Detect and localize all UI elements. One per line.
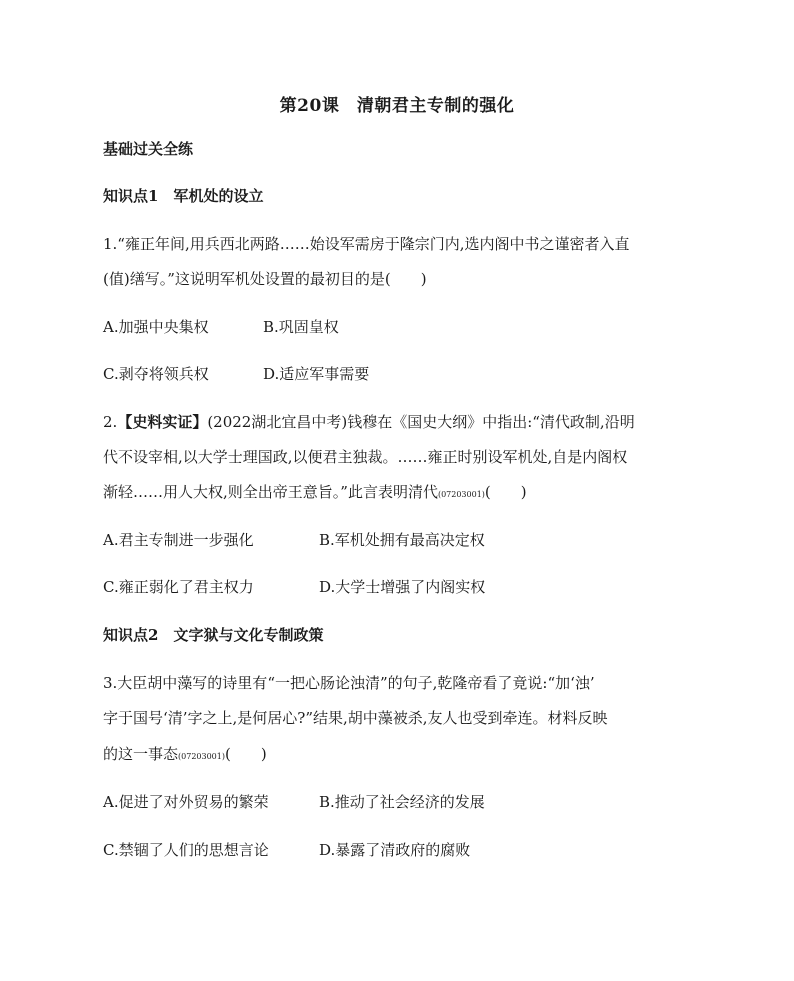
question-3-answer-paren: ( ) <box>224 745 267 763</box>
question-1-option-b: B.巩固皇权 <box>263 318 339 336</box>
question-3-line-3-text: 的这一事态 <box>103 745 179 763</box>
question-3-option-c: C.禁锢了人们的思想言论 <box>103 841 269 859</box>
question-3-code: (07203001) <box>178 752 225 761</box>
question-2-line-1 <box>103 412 635 432</box>
question-2-line-2: 代不设宰相,以大学士理国政,以便君主独裁。……雍正时别设军机处,自是内阁权 <box>103 448 628 466</box>
question-3-option-a: A.促进了对外贸易的繁荣 <box>103 793 269 811</box>
knowledge-point-1-heading: 知识点1 军机处的设立 <box>103 187 264 205</box>
lesson-title: 第20课 清朝君主专制的强化 <box>279 96 515 116</box>
question-1-option-a: A.加强中央集权 <box>103 318 209 336</box>
question-3-option-b: B.推动了社会经济的发展 <box>319 793 485 811</box>
question-3-line-2: 字于国号‘清’字之上,是何居心?”结果,胡中藻被杀,友人也受到牵连。材料反映 <box>103 709 608 727</box>
question-2-option-c: C.雍正弱化了君主权力 <box>103 578 254 596</box>
question-2-tag: 【史料实证】 <box>117 413 208 431</box>
section-heading: 基础过关全练 <box>103 140 194 158</box>
question-1-line-2: (值)缮写。”这说明军机处设置的最初目的是( ) <box>103 270 427 288</box>
question-2-line-3-text: 渐轻……用人大权,则全出帝王意旨。”此言表明清代 <box>103 483 438 501</box>
question-3-option-d: D.暴露了清政府的腐败 <box>319 841 471 859</box>
question-2-option-d: D.大学士增强了内阁实权 <box>319 578 486 596</box>
question-2-option-b: B.军机处拥有最高决定权 <box>319 531 485 549</box>
question-1-option-d: D.适应军事需要 <box>263 365 370 383</box>
question-2-code: (07203001) <box>437 490 485 499</box>
question-1-line-1: 1.“雍正年间,用兵西北两路……始设军需房于隆宗门内,选内阁中书之谨密者入直 <box>103 235 630 253</box>
question-2-line-1-text: (2022湖北宜昌中考)钱穆在《国史大纲》中指出:“清代政制,沿明 <box>207 413 635 431</box>
question-3-line-1: 3.大臣胡中藻写的诗里有“一把心肠论浊清”的句子,乾隆帝看了竟说:“加‘浊’ <box>103 674 595 692</box>
question-2-option-a: A.君主专制进一步强化 <box>103 531 254 549</box>
question-2-number: 2. <box>103 413 118 431</box>
question-2-answer-paren: ( ) <box>484 483 527 501</box>
question-3-line-3 <box>103 744 267 767</box>
question-1-option-c: C.剥夺将领兵权 <box>103 365 209 383</box>
knowledge-point-2-heading: 知识点2 文字狱与文化专制政策 <box>103 626 324 644</box>
question-2-line-3 <box>103 482 527 505</box>
